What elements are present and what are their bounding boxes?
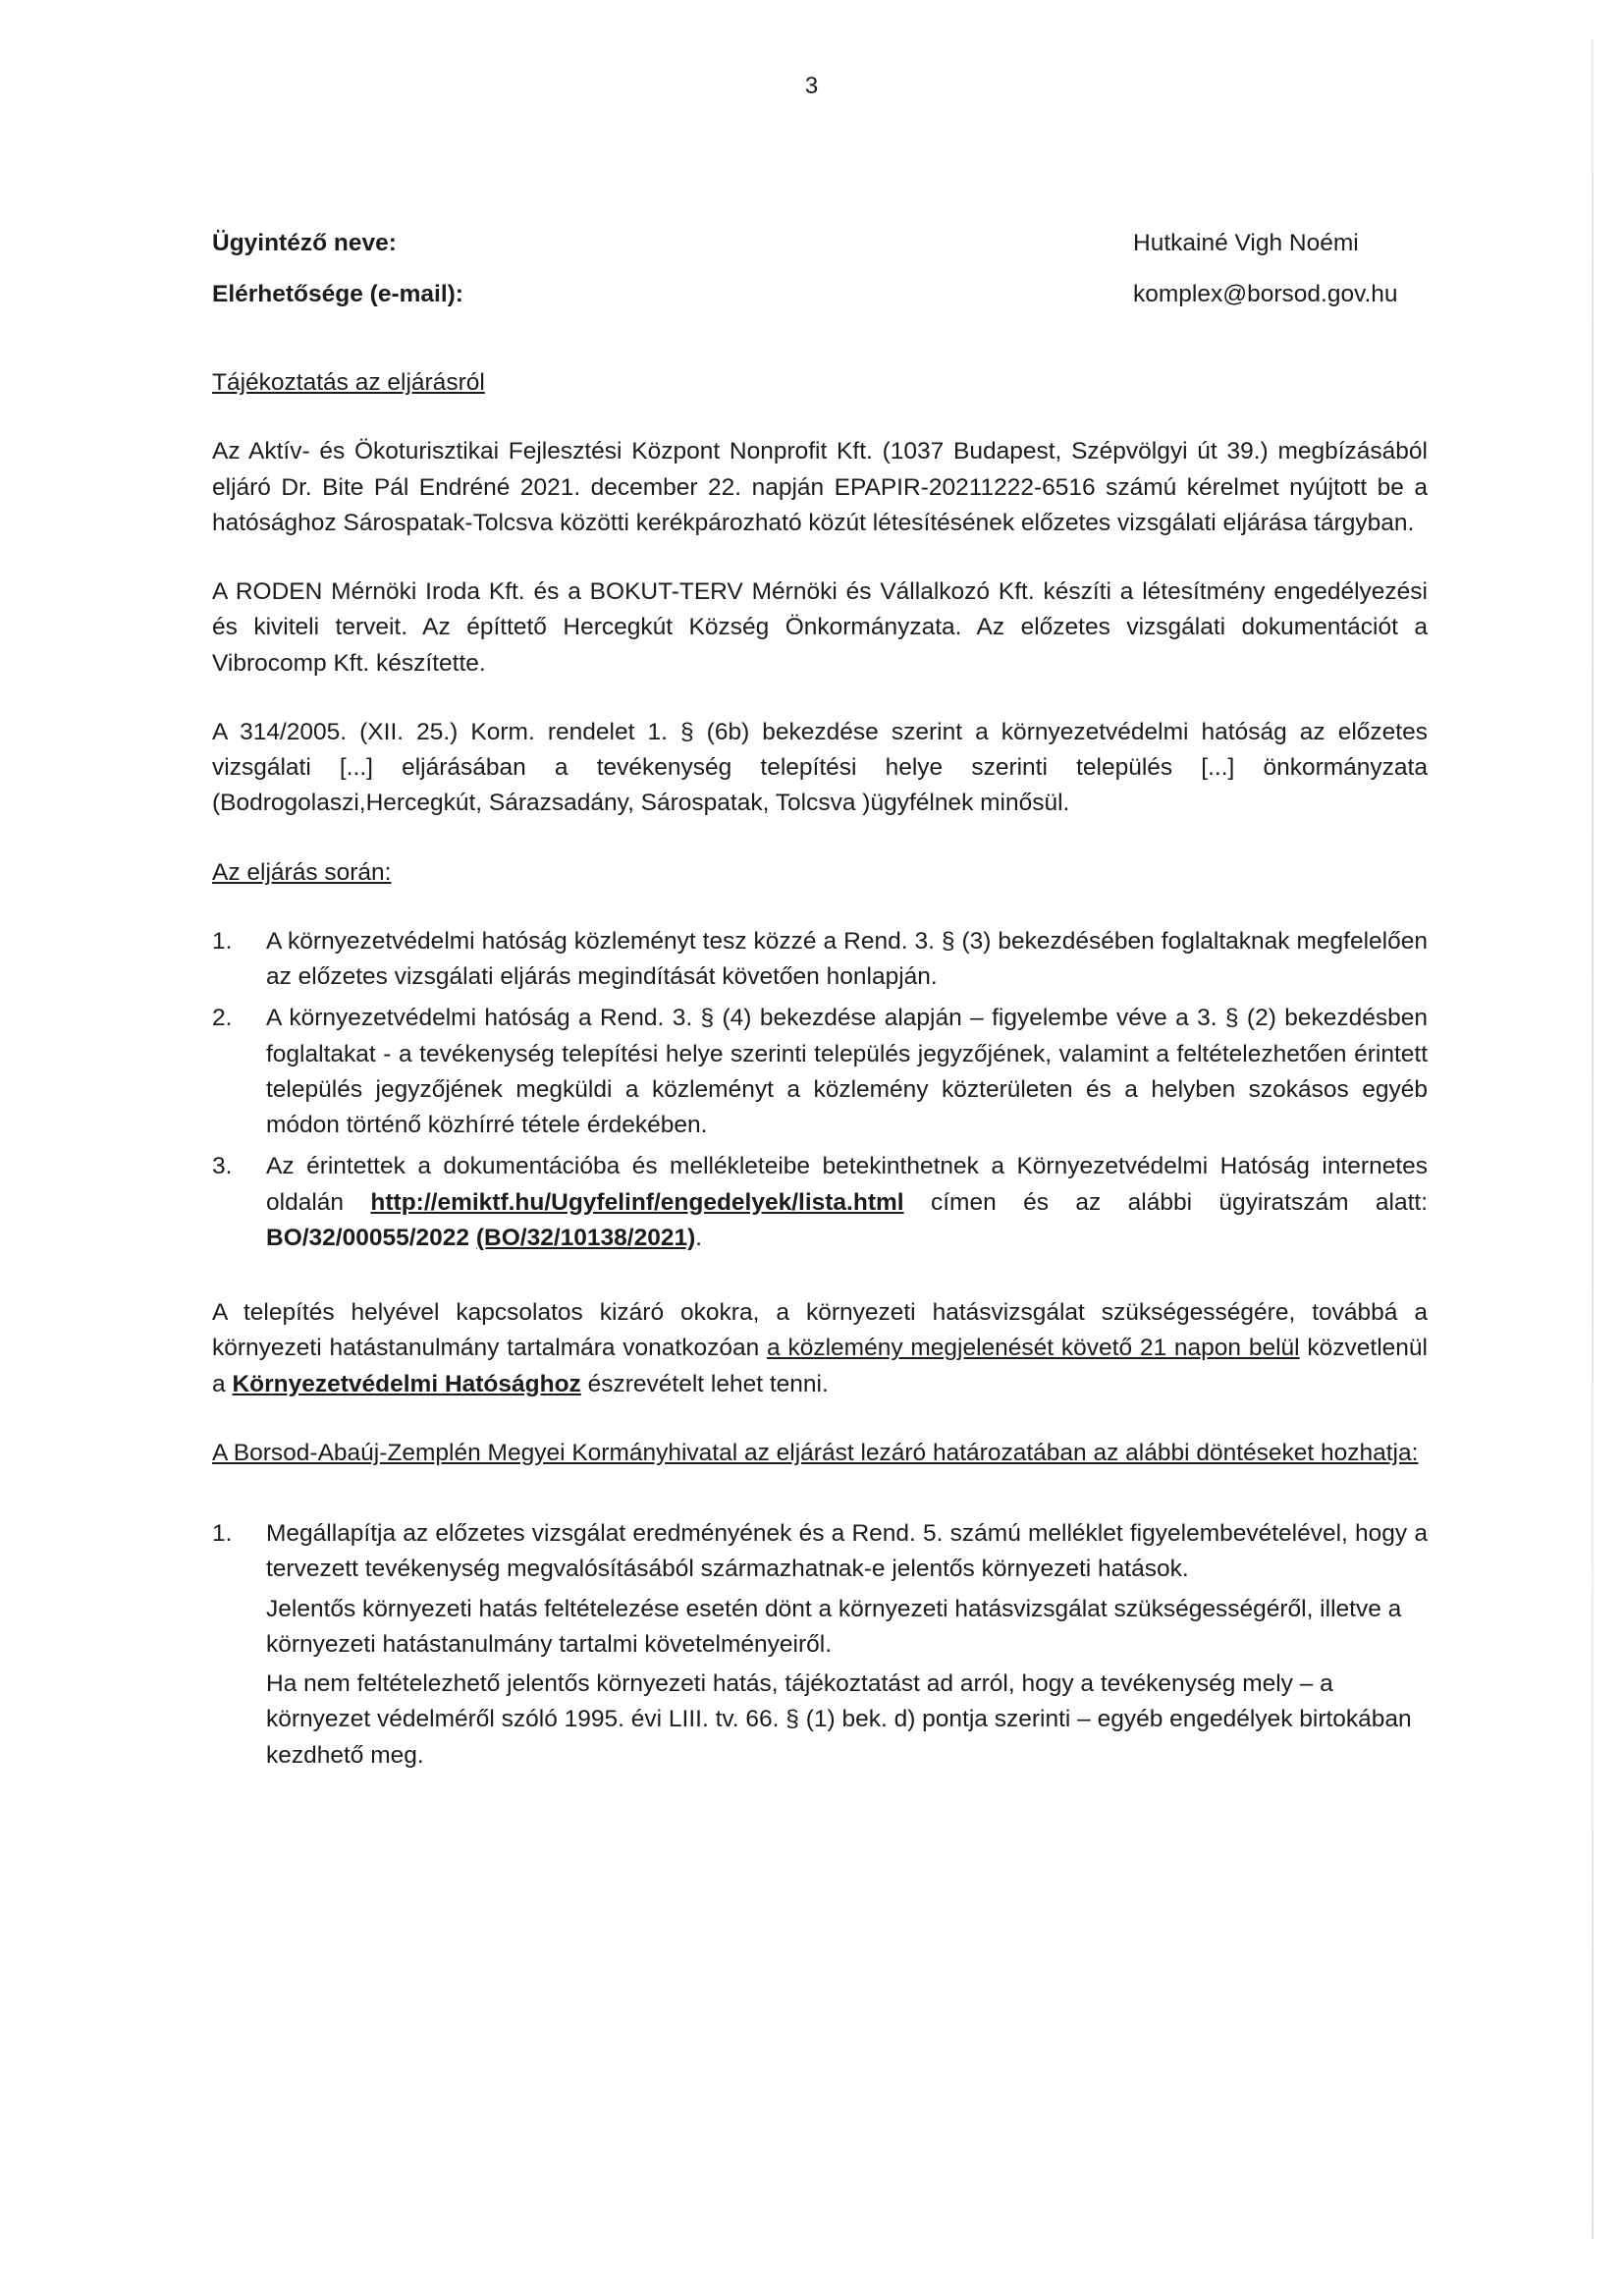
paragraph-regulation: A 314/2005. (XII. 25.) Korm. rendelet 1. § (6b) bekezdése szerint a környezetvédelmi hatóság az előzetes vizsgálati [...] eljárásában a tevékenység telepítési helye szerinti település [...] önkormányzata (Bodrogolaszi,Hercegkút, Sárazsadány, Sárospatak, Tolcsva )ügyfélnek minősül. [212, 718, 1428, 817]
list-item [212, 1001, 1428, 1143]
decisions-list [212, 1516, 1428, 1774]
comment-deadline: a közlemény megjelenését követő 21 napon belül [767, 1335, 1300, 1362]
page-number: 3 [804, 73, 819, 99]
comment-text-part3: észrevételt lehet tenni. [587, 1370, 829, 1397]
contact-email-value: komplex@borsod.gov.hu [1133, 280, 1398, 307]
contact-email-row [212, 269, 1428, 320]
list-item-number: 1. [212, 927, 233, 955]
comment-text-part2: közvetlenül a [212, 1335, 1428, 1397]
paragraph-designers: A RODEN Mérnöki Iroda Kft. és a BOKUT-TERV Mérnöki és Vállalkozó Kft. készíti a létesítmény engedélyezési és kiviteli terveit. Az építtető Hercegkút Község Önkormányzata. Az előzetes vizsgálati dokumentációt a Vibrocomp Kft. készítette. [212, 578, 1428, 677]
contact-name-row [212, 218, 1428, 269]
list-item [212, 924, 1428, 996]
procedure-steps-list [212, 924, 1428, 1256]
list-item [212, 1149, 1428, 1256]
list-item-subparagraph: Jelentős környezeti hatás feltételezése esetén dönt a környezeti hatásvizsgálat szükségességéről, illetve a környezeti hatástanulmány tartalmi követelményeiről. [266, 1595, 1402, 1658]
contact-name-label: Ügyintéző neve: [212, 229, 397, 256]
list-item-number: 1. [212, 1520, 233, 1547]
list-item-text-end: . [695, 1224, 703, 1251]
contact-name-value: Hutkainé Vigh Noémi [1133, 229, 1359, 256]
list-item-number: 2. [212, 1005, 233, 1032]
list-item-number: 3. [212, 1153, 233, 1180]
list-item-text-before: Az érintettek a dokumentációba és mellékleteibe betekinthetnek a Környezetvédelmi Hatóság internetes oldalán [266, 1153, 1428, 1216]
contact-email-label: Elérhetősége (e-mail): [212, 280, 463, 307]
section-title-procedure-info: Tájékoztatás az eljárásról [212, 369, 485, 396]
case-number-previous: (BO/32/10138/2021) [475, 1224, 696, 1251]
section-title-during-procedure: Az eljárás során: [212, 858, 392, 886]
list-item [212, 1516, 1428, 1774]
comment-text-part1: A telepítés helyével kapcsolatos kizáró okokra, a környezeti hatásvizsgálat szükségességére, továbbá a környezeti hatástanulmány tartalmára vonatkozóan [212, 1299, 1428, 1362]
document-body [212, 218, 1428, 1779]
list-item-text-middle: címen és az alábbi ügyiratszám alatt: [930, 1188, 1429, 1216]
list-item-text: Megállapítja az előzetes vizsgálat eredményének és a Rend. 5. számú melléklet figyelembevételével, hogy a tervezett tevékenység megvalósításából származhatnak-e jelentős környezeti hatások. [266, 1520, 1428, 1583]
comment-authority: Környezetvédelmi Hatósághoz [232, 1370, 581, 1397]
list-item-subparagraph: Ha nem feltételezhető jelentős környezeti hatás, tájékoztatást ad arról, hogy a tevékenység mely – a környezet védelméről szóló 1995. évi LIII. tv. 66. § (1) bek. d) pontja szerinti – egyéb engedélyek birtokában kezdhető meg. [266, 1670, 1412, 1769]
paragraph-applicant: Az Aktív- és Ökoturisztikai Fejlesztési Központ Nonprofit Kft. (1037 Budapest, Szépvölgyi út 39.) megbízásából eljáró Dr. Bite Pál Endréné 2021. december 22. napján EPAPIR-20211222-6516 számú kérelmet nyújtott be a hatósághoz Sárospatak-Tolcsva közötti kerékpározható közút létesítésének előzetes vizsgálati eljárása tárgyban. [212, 438, 1428, 536]
scan-edge-line [1592, 39, 1594, 2239]
case-number: BO/32/00055/2022 [266, 1224, 470, 1251]
list-item-text: A környezetvédelmi hatóság a Rend. 3. § (4) bekezdése alapján – figyelembe véve a 3. § (2) bekezdésben foglaltakat - a tevékenység telepítési helye szerinti település jegyzőjének, valamint a feltételezhetően érintett település jegyzőjének megküldi a közleményt a közlemény közterületen és a helyben szokásos egyéb módon történő közhírré tétele érdekében. [266, 1005, 1428, 1138]
section-title-decisions: A Borsod-Abaúj-Zemplén Megyei Kormányhivatal az eljárást lezáró határozatában az alábbi döntéseket hozhatja: [212, 1439, 1419, 1466]
documentation-link[interactable]: http://emiktf.hu/Ugyfelinf/engedelyek/lista.html [370, 1188, 904, 1216]
list-item-text: A környezetvédelmi hatóság közleményt tesz közzé a Rend. 3. § (3) bekezdésében foglaltaknak megfelelően az előzetes vizsgálati eljárás megindítását követően honlapján. [266, 927, 1428, 990]
paragraph-comments [212, 1295, 1428, 1402]
